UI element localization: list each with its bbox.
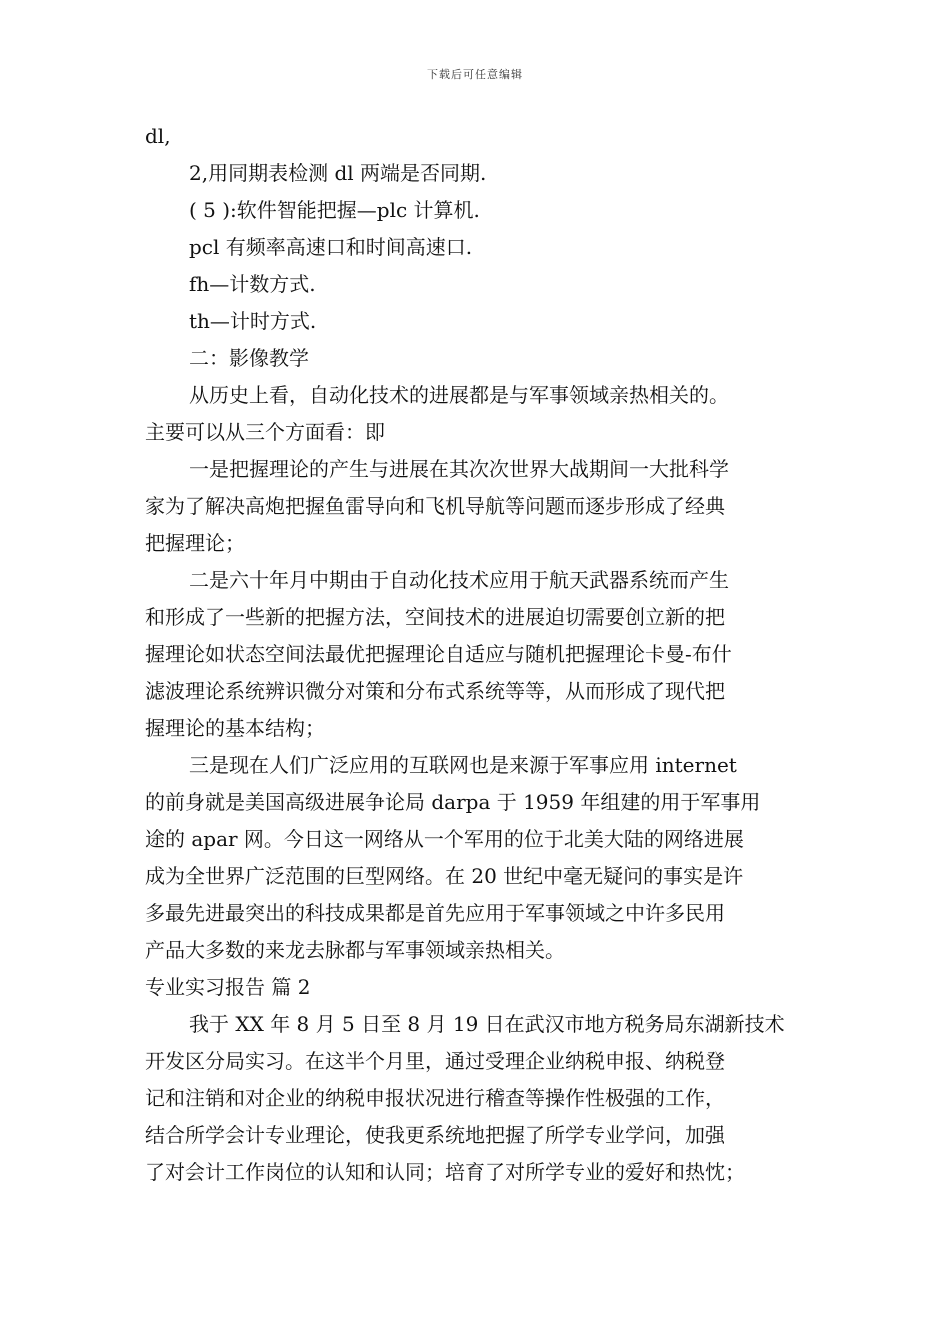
text-line: 家为了解决高炮把握鱼雷导向和飞机导航等问题而逐步形成了经典 [145,494,725,518]
text-line: 握理论如状态空间法最优把握理论自适应与随机把握理论卡曼-布什 [145,642,732,666]
text-line: 产品大多数的来龙去脉都与军事领域亲热相关。 [145,938,565,962]
text-line: 从历史上看，自动化技术的进展都是与军事领域亲热相关的。 [189,383,729,407]
document-body [145,118,817,1191]
text-line: th—计时方式. [189,309,317,333]
text-line: 专业实习报告 篇 2 [145,975,311,999]
text-line: 2,用同期表检测 dl 两端是否同期. [189,161,487,185]
text-line: 开发区分局实习。在这半个月里，通过受理企业纳税申报、纳税登 [145,1049,725,1073]
text-line: 了对会计工作岗位的认知和认同；培育了对所学专业的爱好和热忱； [145,1160,745,1184]
text-line: 滤波理论系统辨识微分对策和分布式系统等等，从而形成了现代把 [145,679,725,703]
text-line: 记和注销和对企业的纳税申报状况进行稽查等操作性极强的工作， [145,1086,725,1110]
text-line: 和形成了一些新的把握方法，空间技术的进展迫切需要创立新的把 [145,605,725,629]
text-line: fh—计数方式. [189,272,316,296]
text-line: 三是现在人们广泛应用的互联网也是来源于军事应用 internet [189,753,737,777]
text-line: pcl 有频率高速口和时间高速口. [189,235,473,259]
text-line: 二是六十年月中期由于自动化技术应用于航天武器系统而产生 [189,568,729,592]
text-line: 二：影像教学 [189,346,309,370]
page-header: 下载后可任意编辑 [427,68,523,81]
text-line: 我于 XX 年 8 月 5 日至 8 月 19 日在武汉市地方税务局东湖新技术 [189,1012,785,1036]
text-line: 主要可以从三个方面看：即 [145,420,385,444]
text-line: 把握理论； [145,531,245,555]
text-line: 的前身就是美国高级进展争论局 darpa 于 1959 年组建的用于军事用 [145,790,761,814]
text-line: 途的 apar 网。今日这一网络从一个军用的位于北美大陆的网络进展 [145,827,744,851]
text-line: 握理论的基本结构； [145,716,325,740]
text-line: 多最先进最突出的科技成果都是首先应用于军事领域之中许多民用 [145,901,725,925]
text-line: 一是把握理论的产生与进展在其次次世界大战期间一大批科学 [189,457,729,481]
text-line: 结合所学会计专业理论，使我更系统地把握了所学专业学问，加强 [145,1123,725,1147]
text-line: 成为全世界广泛范围的巨型网络。在 20 世纪中毫无疑问的事实是许 [145,864,744,888]
text-line: dl, [145,124,171,148]
text-line: ( 5 ):软件智能把握—plc 计算机. [189,198,480,222]
